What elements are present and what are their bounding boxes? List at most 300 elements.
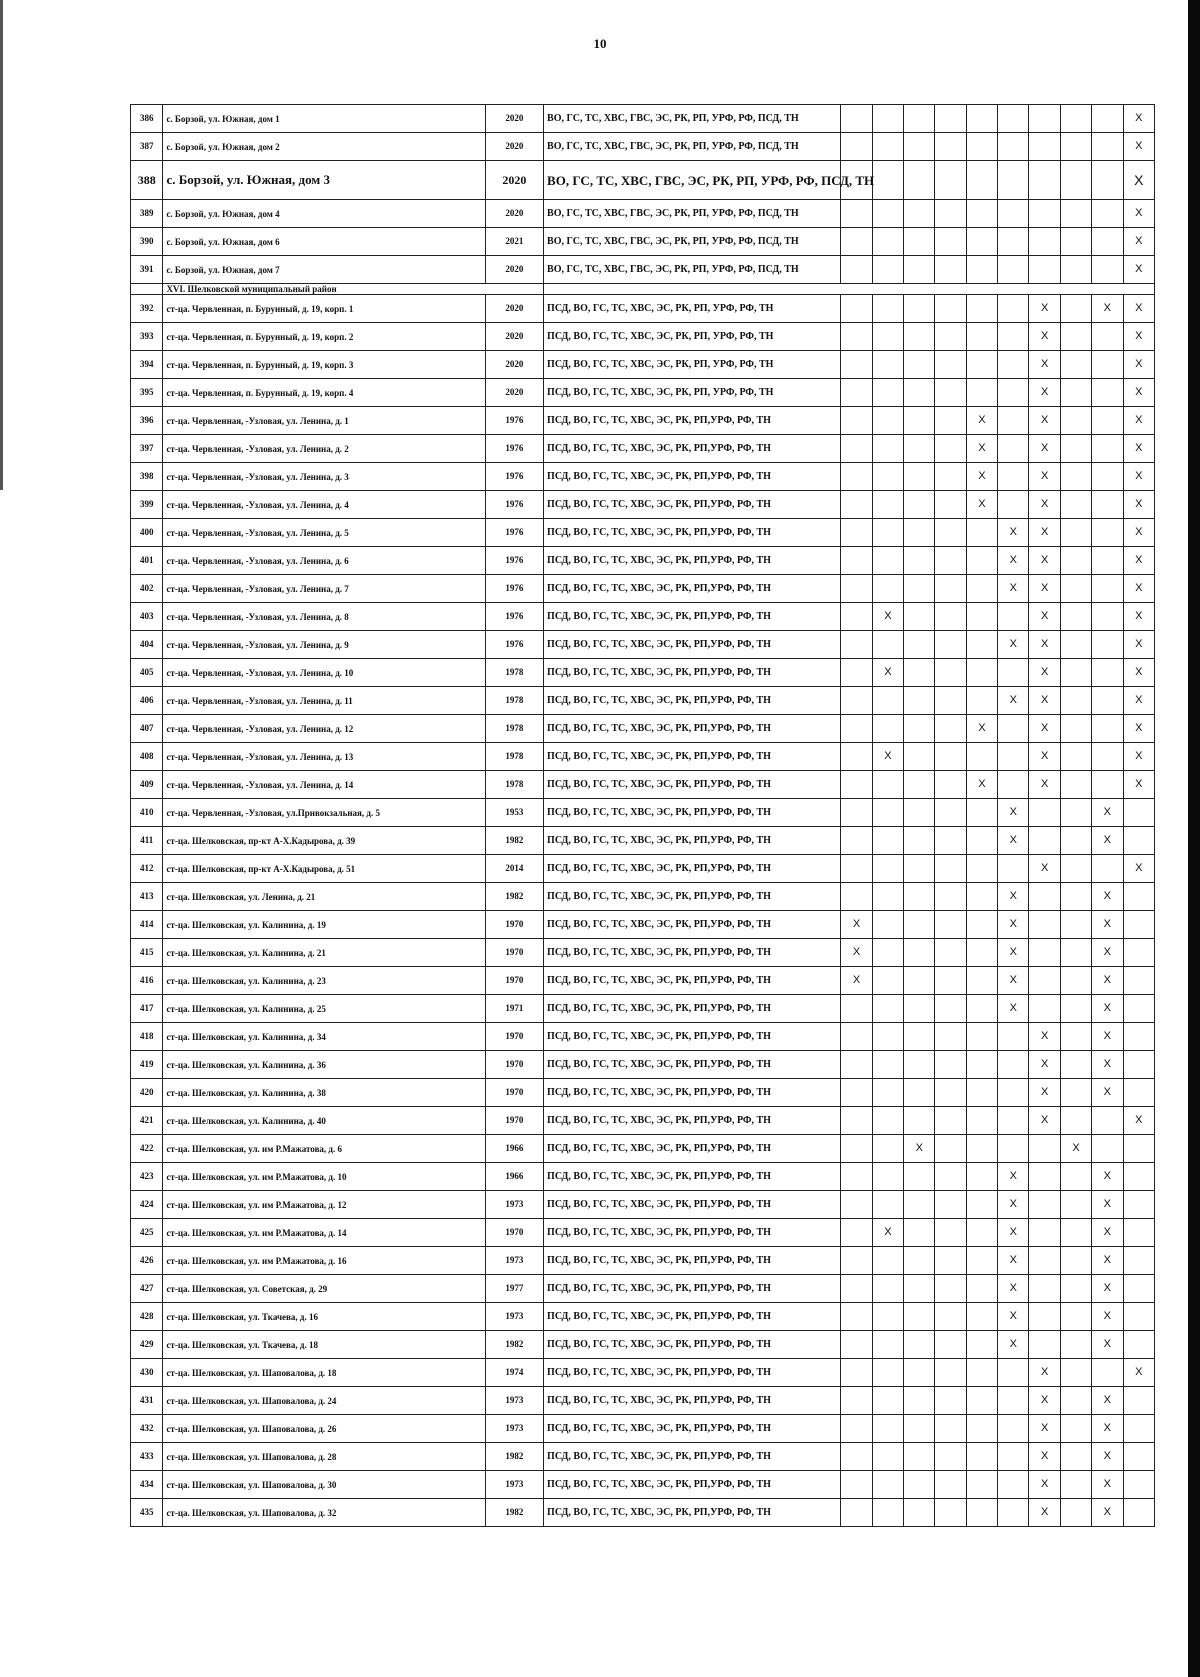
mark-cell [966, 855, 997, 883]
row-number: 431 [131, 1387, 163, 1415]
table-row [131, 1023, 1155, 1051]
address-cell: ст-ца. Червленная, -Узловая, ул. Ленина, д. 2 [163, 435, 485, 463]
mark-cell [1060, 463, 1091, 491]
works-list-cell: ПСД, ВО, ГС, ТС, ХВС, ЭС, РК, РП,УРФ, РФ, ТН [544, 1331, 841, 1359]
mark-cell [904, 659, 935, 687]
mark-cell [966, 1107, 997, 1135]
mark-cell [841, 995, 872, 1023]
row-number: 411 [131, 827, 163, 855]
table-row [131, 631, 1155, 659]
works-list-cell: ПСД, ВО, ГС, ТС, ХВС, ЭС, РК, РП,УРФ, РФ, ТН [544, 687, 841, 715]
mark-cell [998, 855, 1029, 883]
mark-cell: X [1123, 200, 1155, 228]
mark-cell: X [998, 1219, 1029, 1247]
mark-cell: X [1029, 1107, 1060, 1135]
mark-cell [872, 323, 903, 351]
address-cell: с. Борзой, ул. Южная, дом 3 [163, 161, 485, 200]
mark-cell [872, 1275, 903, 1303]
year-cell: 1976 [485, 575, 543, 603]
mark-cell [904, 161, 935, 200]
row-number: 426 [131, 1247, 163, 1275]
mark-cell [1060, 687, 1091, 715]
mark-cell [935, 1387, 966, 1415]
year-cell: 1976 [485, 463, 543, 491]
mark-cell [904, 1191, 935, 1219]
mark-cell: X [1123, 1359, 1155, 1387]
mark-cell [1060, 161, 1091, 200]
works-list-cell: ПСД, ВО, ГС, ТС, ХВС, ЭС, РК, РП,УРФ, РФ, ТН [544, 1023, 841, 1051]
mark-cell [904, 967, 935, 995]
row-number: 388 [131, 161, 163, 200]
year-cell: 2020 [485, 295, 543, 323]
address-cell: ст-ца. Червленная, -Узловая, ул. Ленина, д. 1 [163, 407, 485, 435]
mark-cell [998, 256, 1029, 284]
mark-cell [1092, 200, 1123, 228]
mark-cell [1092, 547, 1123, 575]
mark-cell [966, 323, 997, 351]
address-cell: ст-ца. Шелковская, ул. Калинина, д. 38 [163, 1079, 485, 1107]
mark-cell [998, 1023, 1029, 1051]
mark-cell [872, 1051, 903, 1079]
year-cell: 2020 [485, 133, 543, 161]
mark-cell [872, 105, 903, 133]
mark-cell [841, 799, 872, 827]
mark-cell [1060, 1275, 1091, 1303]
mark-cell [872, 575, 903, 603]
mark-cell [904, 995, 935, 1023]
mark-cell [841, 1023, 872, 1051]
row-number: 401 [131, 547, 163, 575]
year-cell: 1976 [485, 435, 543, 463]
mark-cell [998, 1499, 1029, 1527]
table-row [131, 1219, 1155, 1247]
mark-cell [1060, 1471, 1091, 1499]
mark-cell [872, 256, 903, 284]
address-cell: ст-ца. Шелковская, ул. им Р.Мажатова, д. 6 [163, 1135, 485, 1163]
works-list-cell: ПСД, ВО, ГС, ТС, ХВС, ЭС, РК, РП,УРФ, РФ, ТН [544, 519, 841, 547]
mark-cell [966, 1471, 997, 1499]
mark-cell [904, 323, 935, 351]
mark-cell [841, 631, 872, 659]
mark-cell [904, 1023, 935, 1051]
mark-cell [935, 1471, 966, 1499]
mark-cell [1092, 771, 1123, 799]
mark-cell [904, 1331, 935, 1359]
address-cell: ст-ца. Шелковская, ул. Калинина, д. 36 [163, 1051, 485, 1079]
mark-cell [935, 911, 966, 939]
mark-cell: X [966, 435, 997, 463]
mark-cell [841, 435, 872, 463]
mark-cell [966, 547, 997, 575]
mark-cell [1060, 911, 1091, 939]
row-number: 394 [131, 351, 163, 379]
mark-cell [935, 463, 966, 491]
year-cell: 1976 [485, 407, 543, 435]
mark-cell [1092, 463, 1123, 491]
mark-cell: X [998, 687, 1029, 715]
mark-cell [1092, 1107, 1123, 1135]
address-cell: ст-ца. Червленная, -Узловая, ул. Ленина, д. 4 [163, 491, 485, 519]
mark-cell [1092, 435, 1123, 463]
mark-cell [1060, 351, 1091, 379]
mark-cell [1123, 1219, 1155, 1247]
mark-cell [966, 228, 997, 256]
mark-cell [904, 1443, 935, 1471]
mark-cell [935, 1219, 966, 1247]
address-cell: ст-ца. Шелковская, ул. им Р.Мажатова, д. 14 [163, 1219, 485, 1247]
mark-cell [841, 687, 872, 715]
table-row [131, 161, 1155, 200]
works-list-cell: ПСД, ВО, ГС, ТС, ХВС, ЭС, РК, РП,УРФ, РФ, ТН [544, 855, 841, 883]
works-list-cell: ВО, ГС, ТС, ХВС, ГВС, ЭС, РК, РП, УРФ, РФ, ПСД, ТН [544, 200, 841, 228]
mark-cell [1060, 1219, 1091, 1247]
year-cell: 1970 [485, 1023, 543, 1051]
table-row [131, 771, 1155, 799]
mark-cell [1029, 1135, 1060, 1163]
mark-cell [966, 295, 997, 323]
mark-cell: X [841, 939, 872, 967]
row-number: 417 [131, 995, 163, 1023]
mark-cell [966, 1387, 997, 1415]
mark-cell [872, 687, 903, 715]
mark-cell: X [1123, 256, 1155, 284]
mark-cell [841, 855, 872, 883]
row-number: 389 [131, 200, 163, 228]
mark-cell: X [998, 939, 1029, 967]
works-list-cell: ПСД, ВО, ГС, ТС, ХВС, ЭС, РК, РП,УРФ, РФ, ТН [544, 939, 841, 967]
mark-cell: X [966, 491, 997, 519]
mark-cell [966, 133, 997, 161]
mark-cell: X [998, 575, 1029, 603]
works-list-cell: ПСД, ВО, ГС, ТС, ХВС, ЭС, РК, РП,УРФ, РФ, ТН [544, 1247, 841, 1275]
table-row [131, 1415, 1155, 1443]
mark-cell [966, 883, 997, 911]
mark-cell: X [1029, 631, 1060, 659]
mark-cell: X [1092, 1331, 1123, 1359]
mark-cell: X [1123, 687, 1155, 715]
works-list-cell: ВО, ГС, ТС, ХВС, ГВС, ЭС, РК, РП, УРФ, РФ, ПСД, ТН [544, 133, 841, 161]
mark-cell [1060, 379, 1091, 407]
mark-cell [1123, 1247, 1155, 1275]
mark-cell: X [1123, 715, 1155, 743]
mark-cell: X [1123, 407, 1155, 435]
mark-cell [841, 133, 872, 161]
mark-cell [1060, 1023, 1091, 1051]
mark-cell [1123, 1023, 1155, 1051]
mark-cell [966, 1191, 997, 1219]
mark-cell [935, 379, 966, 407]
address-cell: ст-ца. Шелковская, ул. Ленина, д. 21 [163, 883, 485, 911]
mark-cell [1029, 995, 1060, 1023]
mark-cell [872, 1471, 903, 1499]
mark-cell [1029, 1275, 1060, 1303]
mark-cell: X [1092, 1387, 1123, 1415]
mark-cell [841, 1107, 872, 1135]
mark-cell [998, 771, 1029, 799]
row-number: 418 [131, 1023, 163, 1051]
mark-cell: X [1029, 1023, 1060, 1051]
works-list-cell: ПСД, ВО, ГС, ТС, ХВС, ЭС, РК, РП,УРФ, РФ, ТН [544, 1443, 841, 1471]
row-number: 415 [131, 939, 163, 967]
works-list-cell: ПСД, ВО, ГС, ТС, ХВС, ЭС, РК, РП,УРФ, РФ, ТН [544, 799, 841, 827]
mark-cell [1092, 228, 1123, 256]
mark-cell [966, 1331, 997, 1359]
mark-cell [904, 547, 935, 575]
year-cell: 1978 [485, 659, 543, 687]
mark-cell [966, 603, 997, 631]
mark-cell [904, 855, 935, 883]
mark-cell [841, 351, 872, 379]
mark-cell [1123, 1331, 1155, 1359]
year-cell: 1982 [485, 1499, 543, 1527]
mark-cell [841, 407, 872, 435]
address-cell: с. Борзой, ул. Южная, дом 7 [163, 256, 485, 284]
year-cell: 1973 [485, 1247, 543, 1275]
mark-cell [904, 883, 935, 911]
year-cell: 1953 [485, 799, 543, 827]
table-row [131, 133, 1155, 161]
mark-cell [935, 715, 966, 743]
address-cell: ст-ца. Шелковская, ул. Шаповалова, д. 26 [163, 1415, 485, 1443]
mark-cell [1029, 1191, 1060, 1219]
mark-cell: X [1029, 1079, 1060, 1107]
mark-cell: X [1029, 603, 1060, 631]
year-cell: 1973 [485, 1191, 543, 1219]
mark-cell [935, 323, 966, 351]
address-cell: с. Борзой, ул. Южная, дом 1 [163, 105, 485, 133]
address-cell: ст-ца. Червленная, п. Бурунный, д. 19, корп. 4 [163, 379, 485, 407]
year-cell: 1982 [485, 883, 543, 911]
mark-cell [998, 715, 1029, 743]
mark-cell [966, 1051, 997, 1079]
mark-cell [1092, 743, 1123, 771]
mark-cell: X [998, 827, 1029, 855]
mark-cell [872, 883, 903, 911]
mark-cell [1060, 1247, 1091, 1275]
mark-cell: X [998, 995, 1029, 1023]
mark-cell [935, 659, 966, 687]
mark-cell: X [1029, 1051, 1060, 1079]
year-cell: 1971 [485, 995, 543, 1023]
mark-cell [872, 295, 903, 323]
mark-cell [1060, 105, 1091, 133]
table-row [131, 827, 1155, 855]
table-row [131, 575, 1155, 603]
address-cell: ст-ца. Шелковская, ул. им Р.Мажатова, д. 16 [163, 1247, 485, 1275]
mark-cell [966, 105, 997, 133]
address-cell: ст-ца. Шелковская, ул. Шаповалова, д. 24 [163, 1387, 485, 1415]
table-row [131, 939, 1155, 967]
mark-cell [904, 295, 935, 323]
mark-cell [841, 295, 872, 323]
mark-cell [904, 1387, 935, 1415]
mark-cell [966, 827, 997, 855]
mark-cell [1123, 883, 1155, 911]
table-row [131, 911, 1155, 939]
mark-cell [935, 1443, 966, 1471]
mark-cell [904, 519, 935, 547]
mark-cell [935, 295, 966, 323]
mark-cell [1060, 1387, 1091, 1415]
works-list-cell: ПСД, ВО, ГС, ТС, ХВС, ЭС, РК, РП,УРФ, РФ, ТН [544, 1107, 841, 1135]
mark-cell: X [1092, 827, 1123, 855]
mark-cell [1060, 939, 1091, 967]
works-list-cell: ПСД, ВО, ГС, ТС, ХВС, ЭС, РК, РП, УРФ, РФ, ТН [544, 323, 841, 351]
mark-cell [1029, 228, 1060, 256]
mark-cell [872, 1359, 903, 1387]
row-number: 423 [131, 1163, 163, 1191]
mark-cell: X [1123, 603, 1155, 631]
table-row [131, 743, 1155, 771]
row-number: 404 [131, 631, 163, 659]
year-cell: 2020 [485, 105, 543, 133]
mark-cell: X [872, 603, 903, 631]
table-row [131, 1499, 1155, 1527]
mark-cell [966, 1499, 997, 1527]
mark-cell [841, 1499, 872, 1527]
mark-cell [1060, 491, 1091, 519]
mark-cell [841, 715, 872, 743]
mark-cell: X [1092, 1191, 1123, 1219]
mark-cell [935, 1079, 966, 1107]
works-list-cell: ПСД, ВО, ГС, ТС, ХВС, ЭС, РК, РП,УРФ, РФ, ТН [544, 743, 841, 771]
mark-cell [998, 200, 1029, 228]
address-cell: ст-ца. Шелковская, ул. Шаповалова, д. 32 [163, 1499, 485, 1527]
mark-cell: X [1092, 1051, 1123, 1079]
mark-cell [904, 228, 935, 256]
scan-edge-right [1188, 0, 1200, 1677]
works-list-cell: ПСД, ВО, ГС, ТС, ХВС, ЭС, РК, РП,УРФ, РФ, ТН [544, 1275, 841, 1303]
mark-cell: X [1092, 967, 1123, 995]
mark-cell [1123, 939, 1155, 967]
section-row [131, 284, 1155, 295]
table-row [131, 883, 1155, 911]
row-number: 414 [131, 911, 163, 939]
table-row [131, 1051, 1155, 1079]
mark-cell [841, 743, 872, 771]
mark-cell [935, 491, 966, 519]
year-cell: 1973 [485, 1303, 543, 1331]
mark-cell [841, 519, 872, 547]
mark-cell [841, 491, 872, 519]
mark-cell [904, 827, 935, 855]
year-cell: 1982 [485, 1331, 543, 1359]
works-list-cell: ПСД, ВО, ГС, ТС, ХВС, ЭС, РК, РП,УРФ, РФ, ТН [544, 1359, 841, 1387]
year-cell: 1970 [485, 1107, 543, 1135]
works-list-cell: ПСД, ВО, ГС, ТС, ХВС, ЭС, РК, РП,УРФ, РФ, ТН [544, 435, 841, 463]
year-cell: 1976 [485, 491, 543, 519]
mark-cell [872, 407, 903, 435]
mark-cell [966, 1023, 997, 1051]
year-cell: 2020 [485, 256, 543, 284]
table-row [131, 323, 1155, 351]
mark-cell [935, 1191, 966, 1219]
mark-cell [904, 463, 935, 491]
mark-cell [1060, 200, 1091, 228]
mark-cell [872, 799, 903, 827]
year-cell: 1973 [485, 1415, 543, 1443]
year-cell: 1978 [485, 743, 543, 771]
mark-cell [841, 1275, 872, 1303]
mark-cell [935, 1107, 966, 1135]
row-number: 392 [131, 295, 163, 323]
mark-cell [904, 771, 935, 799]
mark-cell [904, 407, 935, 435]
mark-cell: X [1029, 1387, 1060, 1415]
row-number: 427 [131, 1275, 163, 1303]
mark-cell [841, 1331, 872, 1359]
mark-cell [966, 1135, 997, 1163]
row-number: 412 [131, 855, 163, 883]
mark-cell: X [872, 1219, 903, 1247]
address-cell: ст-ца. Червленная, п. Бурунный, д. 19, корп. 2 [163, 323, 485, 351]
mark-cell [935, 1303, 966, 1331]
mark-cell: X [1123, 1107, 1155, 1135]
mark-cell [935, 827, 966, 855]
works-list-cell: ПСД, ВО, ГС, ТС, ХВС, ЭС, РК, РП,УРФ, РФ, ТН [544, 883, 841, 911]
mark-cell [841, 379, 872, 407]
address-cell: с. Борзой, ул. Южная, дом 4 [163, 200, 485, 228]
table-row [131, 407, 1155, 435]
mark-cell [872, 771, 903, 799]
mark-cell [872, 995, 903, 1023]
mark-cell [1060, 603, 1091, 631]
mark-cell [841, 105, 872, 133]
mark-cell [872, 463, 903, 491]
address-cell: ст-ца. Шелковская, ул. Калинина, д. 34 [163, 1023, 485, 1051]
address-cell: ст-ца. Червленная, -Узловая, ул. Ленина, д. 3 [163, 463, 485, 491]
mark-cell [966, 799, 997, 827]
table-row [131, 1331, 1155, 1359]
mark-cell [998, 1471, 1029, 1499]
mark-cell [998, 351, 1029, 379]
mark-cell [1060, 1443, 1091, 1471]
mark-cell [1092, 715, 1123, 743]
works-list-cell: ПСД, ВО, ГС, ТС, ХВС, ЭС, РК, РП,УРФ, РФ, ТН [544, 659, 841, 687]
mark-cell [966, 519, 997, 547]
mark-cell [1092, 256, 1123, 284]
mark-cell [872, 133, 903, 161]
mark-cell [872, 435, 903, 463]
mark-cell [1123, 1079, 1155, 1107]
row-number: 397 [131, 435, 163, 463]
works-list-cell: ПСД, ВО, ГС, ТС, ХВС, ЭС, РК, РП,УРФ, РФ, ТН [544, 1163, 841, 1191]
mark-cell: X [1123, 133, 1155, 161]
mark-cell: X [1123, 435, 1155, 463]
address-cell: ст-ца. Шелковская, ул. Ткачева, д. 16 [163, 1303, 485, 1331]
mark-cell [1029, 827, 1060, 855]
mark-cell [1123, 911, 1155, 939]
mark-cell [998, 435, 1029, 463]
mark-cell [1029, 105, 1060, 133]
mark-cell [1060, 827, 1091, 855]
mark-cell [904, 743, 935, 771]
works-list-cell: ПСД, ВО, ГС, ТС, ХВС, ЭС, РК, РП,УРФ, РФ, ТН [544, 1387, 841, 1415]
mark-cell [872, 1191, 903, 1219]
mark-cell [1029, 911, 1060, 939]
mark-cell [841, 1443, 872, 1471]
mark-cell: X [1029, 547, 1060, 575]
mark-cell [1060, 1415, 1091, 1443]
mark-cell: X [1029, 575, 1060, 603]
year-cell: 1974 [485, 1359, 543, 1387]
mark-cell [998, 1107, 1029, 1135]
row-number: 400 [131, 519, 163, 547]
address-cell: ст-ца. Шелковская, ул. Шаповалова, д. 28 [163, 1443, 485, 1471]
mark-cell [935, 133, 966, 161]
mark-cell [841, 603, 872, 631]
table-row [131, 1247, 1155, 1275]
